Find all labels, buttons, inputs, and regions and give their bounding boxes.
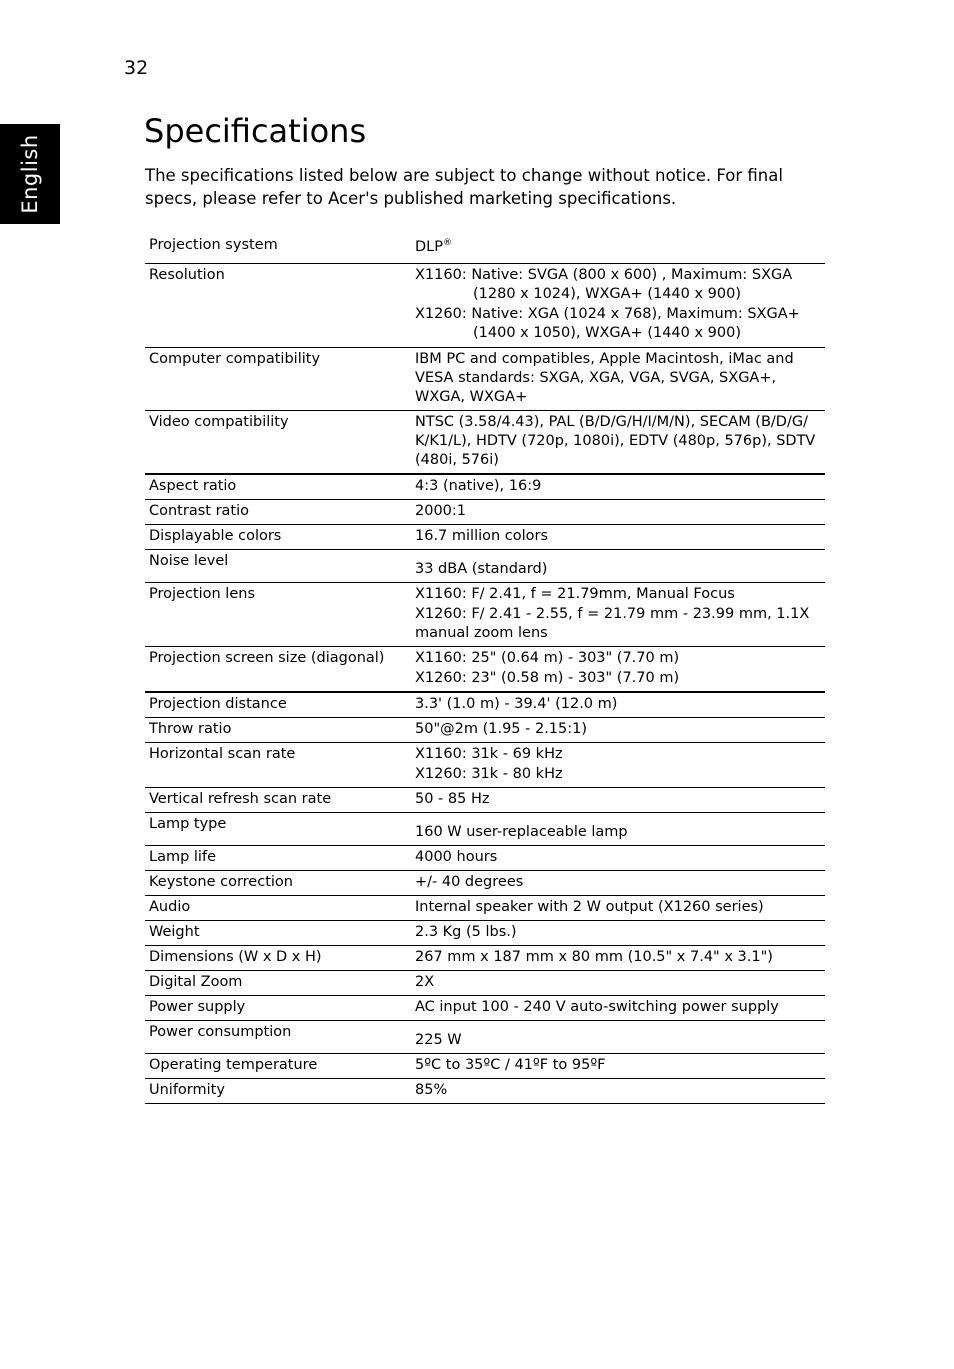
spec-label: Projection screen size (diagonal) (145, 647, 411, 693)
spec-value: 267 mm x 187 mm x 80 mm (10.5" x 7.4" x 3.1") (411, 946, 825, 971)
spec-label: Dimensions (W x D x H) (145, 946, 411, 971)
spec-row-video-compatibility (145, 411, 825, 475)
spec-label: Digital Zoom (145, 971, 411, 996)
spec-value: 50"@2m (1.95 - 2.15:1) (411, 718, 825, 743)
spec-value: 5ºC to 35ºC / 41ºF to 95ºF (411, 1054, 825, 1079)
spec-row-throw-ratio (145, 718, 825, 743)
spec-value: AC input 100 - 240 V auto-switching power supply (411, 996, 825, 1021)
spec-value-x1260: X1260: 23" (0.58 m) - 303" (7.70 m) (415, 670, 680, 686)
spec-value: +/- 40 degrees (411, 871, 825, 896)
spec-value: 2X (411, 971, 825, 996)
spec-label: Contrast ratio (145, 500, 411, 525)
spec-label: Lamp life (145, 846, 411, 871)
spec-value: 85% (411, 1079, 825, 1104)
spec-value (411, 743, 825, 788)
spec-value: 2.3 Kg (5 lbs.) (411, 921, 825, 946)
spec-label: Power consumption (145, 1021, 411, 1054)
spec-row-lamp-type (145, 813, 825, 846)
spec-row-uniformity (145, 1079, 825, 1104)
spec-label: Video compatibility (145, 411, 411, 475)
spec-label: Noise level (145, 550, 411, 583)
spec-value (411, 232, 825, 264)
spec-value-x1260: X1260: 31k - 80 kHz (415, 766, 563, 782)
spec-value (411, 647, 825, 693)
spec-label: Uniformity (145, 1079, 411, 1104)
spec-label: Operating temperature (145, 1054, 411, 1079)
spec-value: 2000:1 (411, 500, 825, 525)
spec-row-lamp-life (145, 846, 825, 871)
spec-row-power-supply (145, 996, 825, 1021)
spec-value: IBM PC and compatibles, Apple Macintosh, iMac and VESA standards: SXGA, XGA, VGA, SVGA, SXGA+, WXGA, WXGA+ (411, 348, 825, 411)
spec-label: Displayable colors (145, 525, 411, 550)
spec-value: 50 - 85 Hz (411, 788, 825, 813)
spec-row-digital-zoom (145, 971, 825, 996)
spec-value: 33 dBA (standard) (411, 550, 825, 583)
spec-row-noise-level (145, 550, 825, 583)
page-number: 32 (124, 57, 149, 79)
spec-row-weight (145, 921, 825, 946)
spec-row-vertical-refresh (145, 788, 825, 813)
spec-value: 4:3 (native), 16:9 (411, 474, 825, 500)
spec-value: NTSC (3.58/4.43), PAL (B/D/G/H/I/M/N), SECAM (B/D/G/ K/K1/L), HDTV (720p, 1080i), EDTV (480p, 576p), SDTV (480i, 576i) (411, 411, 825, 475)
intro-paragraph: The specifications listed below are subject to change without notice. For final specs, please refer to Acer's published marketing specifications. (145, 166, 783, 208)
spec-value-x1160: X1160: 25" (0.64 m) - 303" (7.70 m) (415, 650, 680, 666)
spec-row-keystone (145, 871, 825, 896)
spec-row-projection-lens (145, 583, 825, 647)
spec-value: 3.3' (1.0 m) - 39.4' (12.0 m) (411, 692, 825, 718)
spec-label: Projection lens (145, 583, 411, 647)
spec-value-x1260: X1260: Native: XGA (1024 x 768), Maximum: SXGA+ (1400 x 1050), WXGA+ (1440 x 900) (415, 306, 800, 341)
spec-label: Projection system (145, 232, 411, 264)
spec-label: Computer compatibility (145, 348, 411, 411)
spec-value-x1160: X1160: F/ 2.41, f = 21.79mm, Manual Focus (415, 586, 735, 602)
spec-label: Resolution (145, 264, 411, 348)
specifications-table (145, 232, 825, 1104)
language-tab-label: English (18, 134, 42, 214)
spec-value: 160 W user-replaceable lamp (411, 813, 825, 846)
spec-label: Audio (145, 896, 411, 921)
spec-value-x1160: X1160: Native: SVGA (800 x 600) , Maximum: SXGA (1280 x 1024), WXGA+ (1440 x 900) (415, 267, 793, 302)
spec-row-aspect-ratio (145, 474, 825, 500)
spec-label: Vertical refresh scan rate (145, 788, 411, 813)
spec-value: Internal speaker with 2 W output (X1260 series) (411, 896, 825, 921)
spec-value (411, 264, 825, 348)
spec-label: Horizontal scan rate (145, 743, 411, 788)
spec-value-x1260: X1260: F/ 2.41 - 2.55, f = 21.79 mm - 23.99 mm, 1.1X manual zoom lens (415, 606, 810, 641)
page-title: Specifications (144, 112, 367, 150)
spec-label: Projection distance (145, 692, 411, 718)
spec-row-computer-compatibility (145, 348, 825, 411)
spec-row-dimensions (145, 946, 825, 971)
language-tab (0, 124, 60, 224)
spec-value (411, 583, 825, 647)
spec-row-resolution (145, 264, 825, 348)
spec-value: 225 W (411, 1021, 825, 1054)
spec-row-audio (145, 896, 825, 921)
spec-row-displayable-colors (145, 525, 825, 550)
spec-row-screen-size (145, 647, 825, 693)
spec-label: Throw ratio (145, 718, 411, 743)
spec-label: Keystone correction (145, 871, 411, 896)
spec-value: 16.7 million colors (411, 525, 825, 550)
spec-value-text: DLP (415, 239, 443, 255)
spec-row-horizontal-scan-rate (145, 743, 825, 788)
spec-row-power-consumption (145, 1021, 825, 1054)
spec-label: Lamp type (145, 813, 411, 846)
spec-row-contrast-ratio (145, 500, 825, 525)
spec-label: Weight (145, 921, 411, 946)
spec-label: Aspect ratio (145, 474, 411, 500)
spec-label: Power supply (145, 996, 411, 1021)
spec-row-operating-temperature (145, 1054, 825, 1079)
spec-row-projection-distance (145, 692, 825, 718)
registered-mark: ® (443, 238, 452, 249)
spec-row-projection-system (145, 232, 825, 264)
spec-value-x1160: X1160: 31k - 69 kHz (415, 746, 563, 762)
spec-value: 4000 hours (411, 846, 825, 871)
